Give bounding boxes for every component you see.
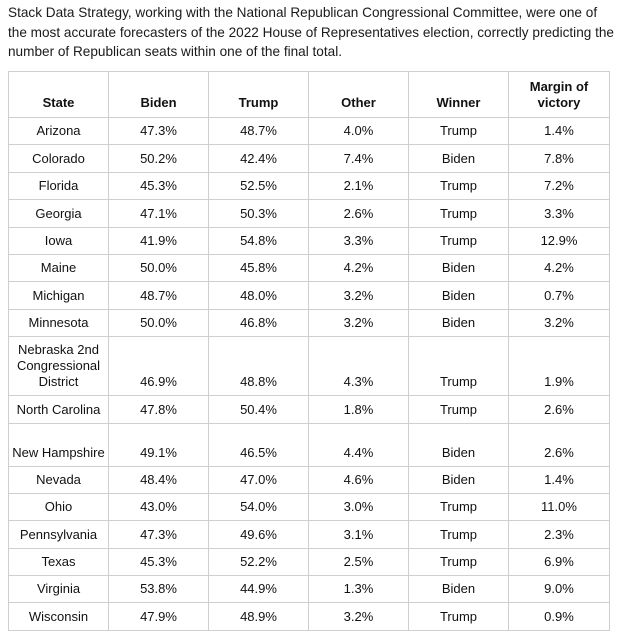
other-cell: 3.2% bbox=[309, 309, 409, 336]
table-row bbox=[9, 337, 610, 396]
biden-cell: 45.3% bbox=[109, 548, 209, 575]
results-table bbox=[8, 71, 610, 631]
margin-cell: 11.0% bbox=[509, 493, 610, 520]
biden-cell: 47.3% bbox=[109, 521, 209, 548]
margin-cell: 1.4% bbox=[509, 466, 610, 493]
margin-cell: 3.2% bbox=[509, 309, 610, 336]
biden-cell: 46.9% bbox=[109, 337, 209, 396]
winner-cell: Biden bbox=[409, 145, 509, 172]
trump-cell: 48.8% bbox=[209, 337, 309, 396]
table-row bbox=[9, 118, 610, 145]
other-cell: 4.4% bbox=[309, 423, 409, 466]
trump-cell: 52.5% bbox=[209, 172, 309, 199]
table-row bbox=[9, 576, 610, 603]
state-cell: Pennsylvania bbox=[9, 521, 109, 548]
column-header-biden: Biden bbox=[109, 72, 209, 118]
biden-cell: 43.0% bbox=[109, 493, 209, 520]
biden-cell: 41.9% bbox=[109, 227, 209, 254]
margin-cell: 1.9% bbox=[509, 337, 610, 396]
trump-cell: 50.3% bbox=[209, 200, 309, 227]
biden-cell: 48.7% bbox=[109, 282, 209, 309]
winner-cell: Trump bbox=[409, 396, 509, 423]
trump-cell: 54.8% bbox=[209, 227, 309, 254]
trump-cell: 47.0% bbox=[209, 466, 309, 493]
state-cell: Wisconsin bbox=[9, 603, 109, 630]
state-cell: Virginia bbox=[9, 576, 109, 603]
winner-cell: Trump bbox=[409, 493, 509, 520]
table-row bbox=[9, 172, 610, 199]
table-row bbox=[9, 493, 610, 520]
state-cell: Texas bbox=[9, 548, 109, 575]
table-row bbox=[9, 423, 610, 466]
table-row bbox=[9, 309, 610, 336]
trump-cell: 46.5% bbox=[209, 423, 309, 466]
other-cell: 3.3% bbox=[309, 227, 409, 254]
biden-cell: 50.0% bbox=[109, 309, 209, 336]
table-row bbox=[9, 254, 610, 281]
other-cell: 2.6% bbox=[309, 200, 409, 227]
state-cell: Ohio bbox=[9, 493, 109, 520]
margin-cell: 2.6% bbox=[509, 423, 610, 466]
winner-cell: Trump bbox=[409, 337, 509, 396]
other-cell: 4.2% bbox=[309, 254, 409, 281]
other-cell: 3.0% bbox=[309, 493, 409, 520]
column-header-state: State bbox=[9, 72, 109, 118]
other-cell: 4.0% bbox=[309, 118, 409, 145]
table-body bbox=[9, 118, 610, 631]
margin-cell: 4.2% bbox=[509, 254, 610, 281]
winner-cell: Biden bbox=[409, 282, 509, 309]
margin-cell: 1.4% bbox=[509, 118, 610, 145]
column-header-trump: Trump bbox=[209, 72, 309, 118]
biden-cell: 50.0% bbox=[109, 254, 209, 281]
trump-cell: 45.8% bbox=[209, 254, 309, 281]
other-cell: 2.5% bbox=[309, 548, 409, 575]
column-header-winner: Winner bbox=[409, 72, 509, 118]
biden-cell: 45.3% bbox=[109, 172, 209, 199]
biden-cell: 47.3% bbox=[109, 118, 209, 145]
trump-cell: 54.0% bbox=[209, 493, 309, 520]
winner-cell: Trump bbox=[409, 548, 509, 575]
winner-cell: Trump bbox=[409, 603, 509, 630]
other-cell: 4.3% bbox=[309, 337, 409, 396]
other-cell: 2.1% bbox=[309, 172, 409, 199]
trump-cell: 44.9% bbox=[209, 576, 309, 603]
winner-cell: Biden bbox=[409, 576, 509, 603]
margin-cell: 7.2% bbox=[509, 172, 610, 199]
margin-cell: 2.3% bbox=[509, 521, 610, 548]
trump-cell: 48.7% bbox=[209, 118, 309, 145]
margin-cell: 0.9% bbox=[509, 603, 610, 630]
winner-cell: Trump bbox=[409, 200, 509, 227]
margin-cell: 9.0% bbox=[509, 576, 610, 603]
other-cell: 3.1% bbox=[309, 521, 409, 548]
margin-cell: 12.9% bbox=[509, 227, 610, 254]
table-row bbox=[9, 145, 610, 172]
state-cell: Nebraska 2nd Congressional District bbox=[9, 337, 109, 396]
state-cell: Nevada bbox=[9, 466, 109, 493]
margin-cell: 7.8% bbox=[509, 145, 610, 172]
state-cell: Arizona bbox=[9, 118, 109, 145]
trump-cell: 49.6% bbox=[209, 521, 309, 548]
trump-cell: 48.0% bbox=[209, 282, 309, 309]
winner-cell: Biden bbox=[409, 466, 509, 493]
table-row bbox=[9, 282, 610, 309]
state-cell: Colorado bbox=[9, 145, 109, 172]
trump-cell: 50.4% bbox=[209, 396, 309, 423]
trump-cell: 48.9% bbox=[209, 603, 309, 630]
trump-cell: 42.4% bbox=[209, 145, 309, 172]
table-row bbox=[9, 466, 610, 493]
table-row bbox=[9, 227, 610, 254]
table-row bbox=[9, 396, 610, 423]
winner-cell: Biden bbox=[409, 309, 509, 336]
biden-cell: 47.1% bbox=[109, 200, 209, 227]
column-header-other: Other bbox=[309, 72, 409, 118]
other-cell: 1.8% bbox=[309, 396, 409, 423]
biden-cell: 47.8% bbox=[109, 396, 209, 423]
winner-cell: Trump bbox=[409, 172, 509, 199]
trump-cell: 52.2% bbox=[209, 548, 309, 575]
margin-cell: 2.6% bbox=[509, 396, 610, 423]
biden-cell: 53.8% bbox=[109, 576, 209, 603]
winner-cell: Biden bbox=[409, 254, 509, 281]
margin-cell: 6.9% bbox=[509, 548, 610, 575]
other-cell: 1.3% bbox=[309, 576, 409, 603]
biden-cell: 47.9% bbox=[109, 603, 209, 630]
intro-paragraph: Stack Data Strategy, working with the National Republican Congressional Committee, were one of the most accurate forecasters of the 2022 House of Representatives election, correctly predicting the number of Republican seats within one of the final total. bbox=[8, 5, 614, 59]
other-cell: 3.2% bbox=[309, 603, 409, 630]
state-cell: Georgia bbox=[9, 200, 109, 227]
table-row bbox=[9, 548, 610, 575]
state-cell: Maine bbox=[9, 254, 109, 281]
winner-cell: Biden bbox=[409, 423, 509, 466]
winner-cell: Trump bbox=[409, 521, 509, 548]
winner-cell: Trump bbox=[409, 227, 509, 254]
biden-cell: 48.4% bbox=[109, 466, 209, 493]
biden-cell: 50.2% bbox=[109, 145, 209, 172]
margin-cell: 0.7% bbox=[509, 282, 610, 309]
other-cell: 4.6% bbox=[309, 466, 409, 493]
table-row bbox=[9, 521, 610, 548]
state-cell: Iowa bbox=[9, 227, 109, 254]
state-cell: New Hampshire bbox=[9, 423, 109, 466]
state-cell: North Carolina bbox=[9, 396, 109, 423]
table-row bbox=[9, 200, 610, 227]
trump-cell: 46.8% bbox=[209, 309, 309, 336]
margin-cell: 3.3% bbox=[509, 200, 610, 227]
state-cell: Michigan bbox=[9, 282, 109, 309]
winner-cell: Trump bbox=[409, 118, 509, 145]
state-cell: Minnesota bbox=[9, 309, 109, 336]
table-row bbox=[9, 603, 610, 630]
biden-cell: 49.1% bbox=[109, 423, 209, 466]
header-row bbox=[9, 72, 610, 118]
state-cell: Florida bbox=[9, 172, 109, 199]
table-header bbox=[9, 72, 610, 118]
column-header-margin: Margin of victory bbox=[509, 72, 610, 118]
other-cell: 7.4% bbox=[309, 145, 409, 172]
other-cell: 3.2% bbox=[309, 282, 409, 309]
